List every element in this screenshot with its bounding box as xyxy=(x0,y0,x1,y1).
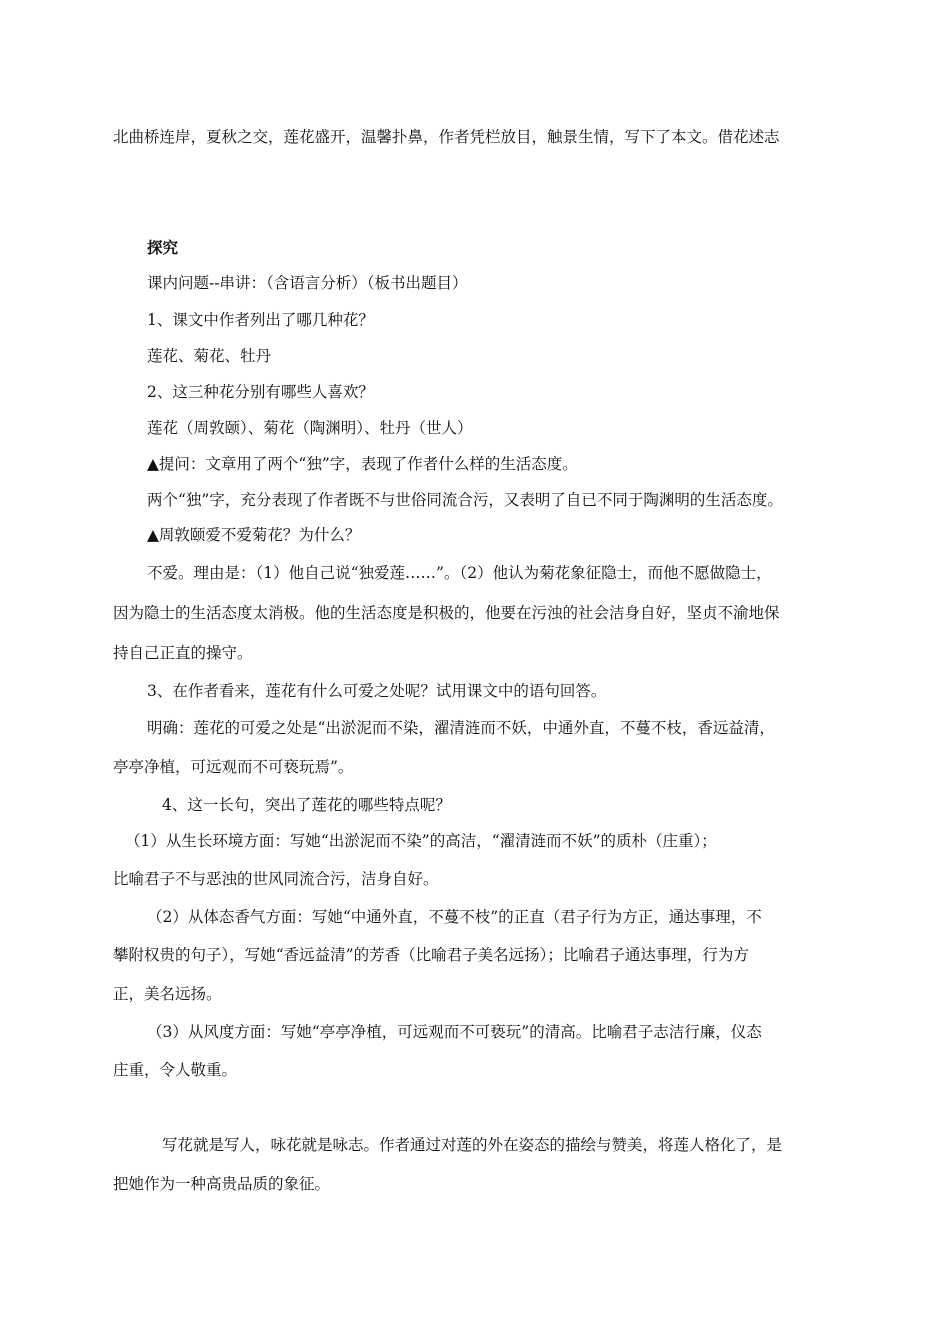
tiwen-answer: 两个“独”字，充分表现了作者既不与世俗同流合污，又表明了自已不同于陶渊明的生活态度。 xyxy=(147,491,783,509)
zhou-answer-line-2: 因为隐士的生活态度太消极。他的生活态度是积极的，他要在污浊的社会洁身自好，坚贞不渝地保 xyxy=(113,604,780,622)
section-subheading: 课内问题--串讲：（含语言分析）（板书出题目） xyxy=(147,274,468,292)
question-3: 3、在作者看来，莲花有什么可爱之处呢？试用课文中的语句回答。 xyxy=(147,682,607,700)
zhou-question: ▲周敦颐爱不爱菊花？为什么？ xyxy=(147,526,361,544)
conclusion-line-1: 写花就是写人，咏花就是咏志。作者通过对莲的外在姿态的描绘与赞美，将莲人格化了，是 xyxy=(162,1136,783,1154)
question-1: 1、课文中作者列出了哪几种花？ xyxy=(147,311,374,329)
point-2-line-1: （2）从体态香气方面：写她“中通外直，不蔓不枝”的正直（君子行为方正，通达事理，不 xyxy=(147,908,762,926)
point-2-line-2: 攀附权贵的句子），写她“香远益清”的芳香（比喻君子美名远扬）；比喻君子通达事理，行为方 xyxy=(113,946,749,964)
answer-3-line-1: 明确：莲花的可爱之处是“出淤泥而不染，濯清涟而不妖，中通外直，不蔓不枝，香远益清， xyxy=(147,719,775,737)
tiwen-question: ▲提问：文章用了两个“独”字，表现了作者什么样的生活态度。 xyxy=(147,455,578,473)
point-3-line-2: 庄重，令人敬重。 xyxy=(113,1061,238,1079)
question-2: 2、这三种花分别有哪些人喜欢？ xyxy=(147,383,374,401)
point-1-line-1: （1）从生长环境方面：写她“出淤泥而不染”的高洁，“濯清涟而不妖”的质朴（庄重）； xyxy=(125,832,717,850)
conclusion-line-2: 把她作为一种高贵品质的象征。 xyxy=(113,1175,331,1193)
zhou-answer-line-3: 持自己正直的操守。 xyxy=(113,644,253,662)
answer-3-line-2: 亭亭净植，可远观而不可亵玩焉”。 xyxy=(113,758,354,776)
zhou-answer-line-1: 不爱。理由是：（1）他自己说“独爱莲……”。（2）他认为菊花象征隐士，而他不愿做隐士， xyxy=(147,564,772,582)
answer-2: 莲花（周敦颐）、菊花（陶渊明）、牡丹（世人） xyxy=(147,419,473,437)
point-1-line-2: 比喻君子不与恶浊的世风同流合污，洁身自好。 xyxy=(113,870,439,888)
section-heading: 探究 xyxy=(147,238,179,257)
intro-line: 北曲桥连岸，夏秋之交，莲花盛开，温馨扑鼻，作者凭栏放目，触景生情，写下了本文。借花述志 xyxy=(113,128,780,146)
answer-1: 莲花、菊花、牡丹 xyxy=(147,347,272,365)
question-4: 4、这一长句，突出了莲花的哪些特点呢？ xyxy=(162,796,451,814)
point-3-line-1: （3）从风度方面：写她“亭亭净植，可远观而不可亵玩”的清高。比喻君子志洁行廉，仪态 xyxy=(147,1023,762,1041)
point-2-line-3: 正，美名远扬。 xyxy=(113,985,222,1003)
